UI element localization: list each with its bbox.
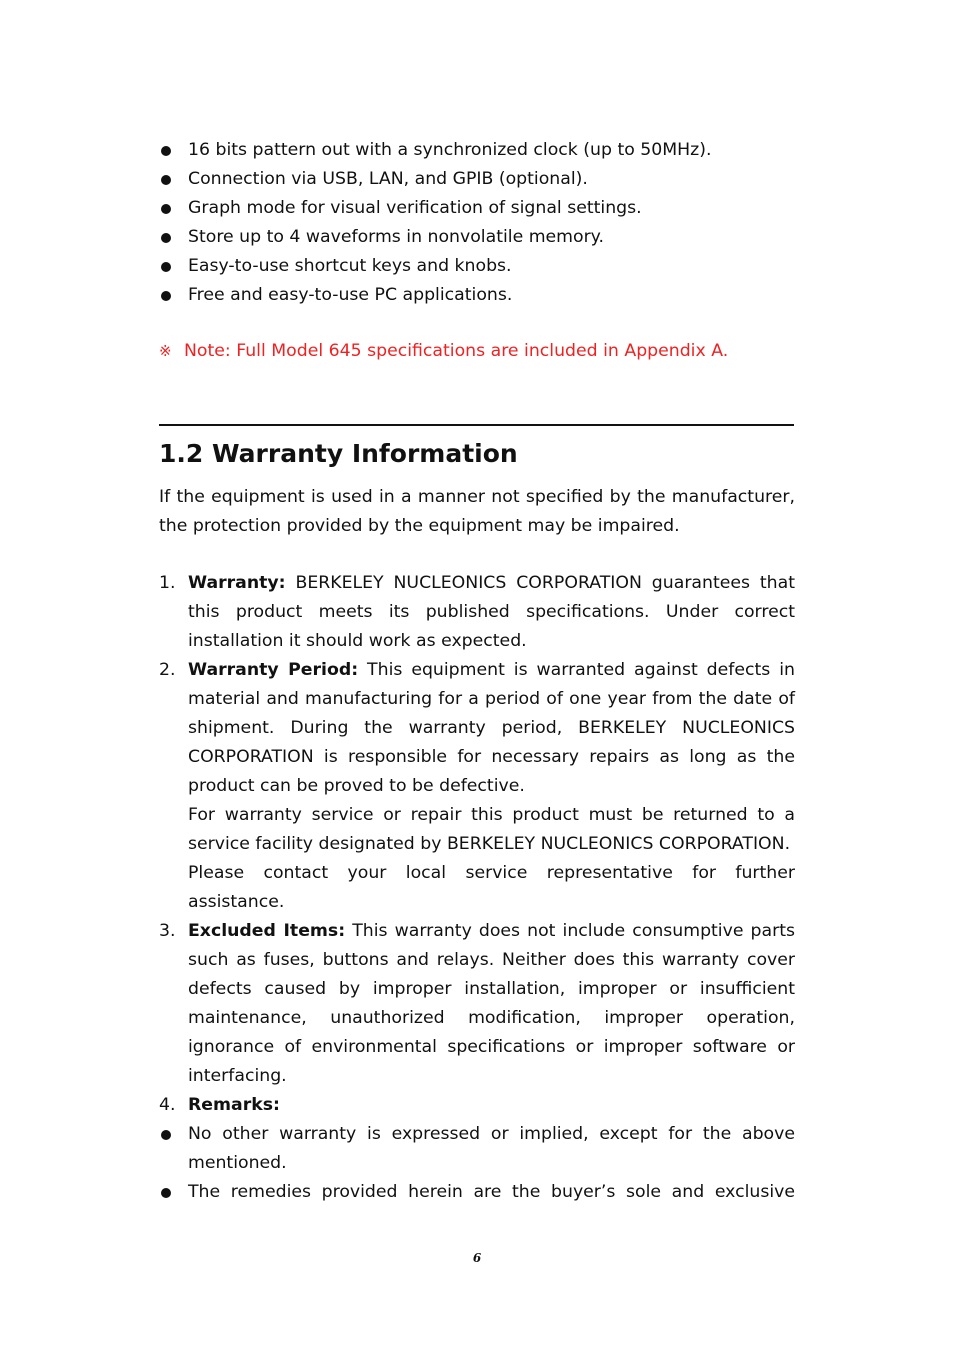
bullet-icon [161,1130,171,1140]
item-label: Excluded Items: [188,921,346,941]
warranty-item [159,569,795,656]
item-extra-line: For warranty service or repair this product must be returned to a [188,805,795,825]
spec-note [159,337,728,366]
warranty-item [159,1091,795,1120]
item-label: Warranty Period: [188,660,359,680]
list-item: Easy-to-use shortcut keys and knobs. [159,252,799,281]
bullet-icon [161,262,171,272]
warranty-list [159,569,795,1207]
note-text: Note: Full Model 645 specifications are included in Appendix A. [184,341,729,361]
remark-text: The remedies provided herein are the buyer’s sole and exclusive [188,1182,795,1202]
item-label: Warranty: [188,573,286,593]
bullet-icon [161,291,171,301]
bullet-icon [161,175,171,185]
item-number: 1. [159,573,176,593]
list-item: Free and easy-to-use PC applications. [159,281,799,310]
warranty-item [159,656,795,917]
remark-item [159,1178,795,1207]
bullet-icon [161,233,171,243]
feature-list [159,136,799,310]
bullet-icon [161,146,171,156]
remark-item [159,1120,795,1178]
section-divider [159,424,794,426]
list-item: Store up to 4 waveforms in nonvolatile memory. [159,223,799,252]
item-text: This warranty does not include consumptive parts such as fuses, buttons and relays. Neither does this warranty cover defects caused by improper installation, improper or insufficient maintenance, unauthorized modification, improper operation, ignorance of environmental specifications or improper software or interfacing. [188,921,796,1086]
item-extra-line: Please contact your local service representative for further assistance. [188,863,795,912]
section-intro: If the equipment is used in a manner not specified by the manufacturer, the protection provided by the equipment may be impaired. [159,487,795,536]
warranty-item [159,917,795,1091]
item-extra-line: service facility designated by BERKELEY NUCLEONICS CORPORATION. [188,834,791,854]
item-text: This equipment is warranted against defects in material and manufacturing for a period of one year from the date of shipment. During the warranty period, BERKELEY NUCLEONICS CORPORATION is responsible for necessary repairs as long as the product can be proved to be defective. [188,660,795,796]
list-item: 16 bits pattern out with a synchronized clock (up to 50MHz). [159,136,799,165]
item-label: Remarks: [188,1095,280,1115]
item-text: BERKELEY NUCLEONICS CORPORATION guarantees that this product meets its published specifications. Under correct installation it should work as expected. [188,573,795,651]
section-title: 1.2 Warranty Information [159,439,518,468]
list-item: Graph mode for visual verification of signal settings. [159,194,799,223]
note-symbol-icon: ※ [159,342,172,360]
bullet-icon [161,1188,171,1198]
item-number: 2. [159,660,176,680]
item-number: 3. [159,921,176,941]
page-number: 6 [472,1251,482,1265]
remark-text: No other warranty is expressed or implied, except for the above mentioned. [188,1124,795,1173]
list-item: Connection via USB, LAN, and GPIB (optional). [159,165,799,194]
item-number: 4. [159,1095,176,1115]
bullet-icon [161,204,171,214]
